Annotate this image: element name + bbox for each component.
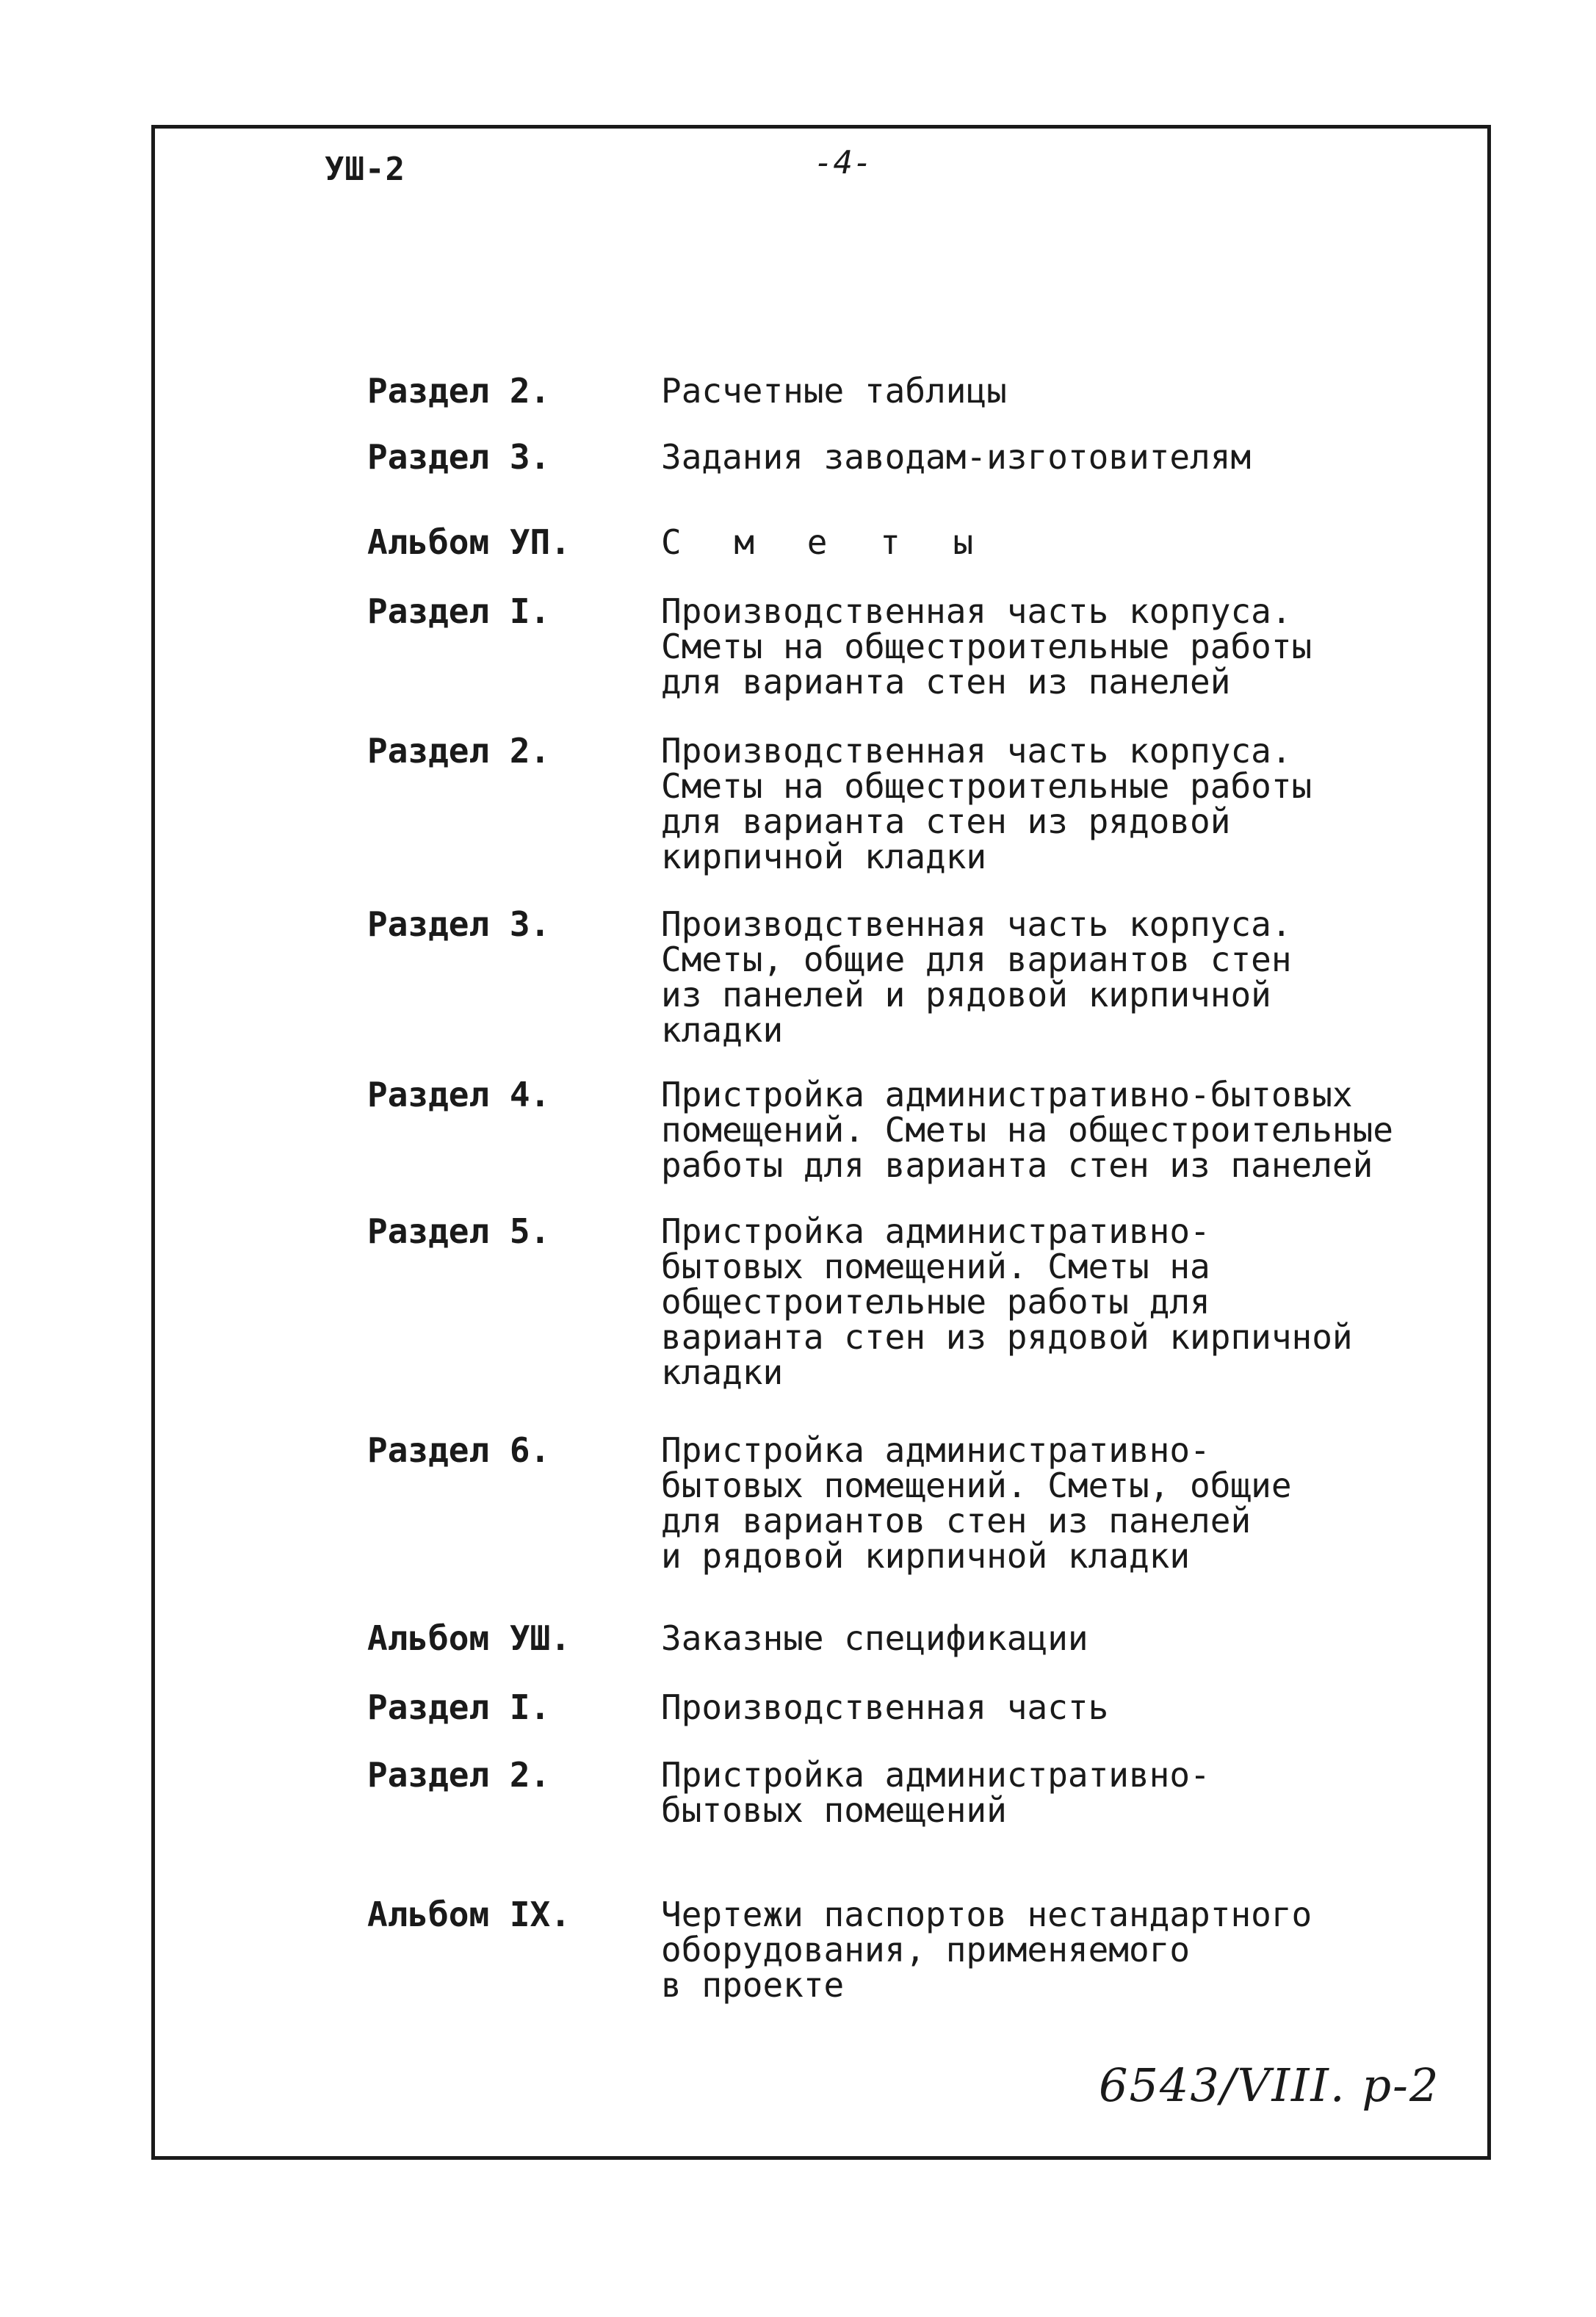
entry-text: Производственная часть корпуса. Сметы на общестроительные работы для варианта стен из рядовой кирпичной кладки xyxy=(661,731,1312,876)
list-item xyxy=(367,733,1440,874)
entry-label: Альбом УП. xyxy=(367,522,571,562)
entry-label: Альбом IX. xyxy=(367,1895,571,1934)
entry-text: Заказные спецификации xyxy=(661,1618,1088,1658)
list-item xyxy=(367,522,1440,562)
list-item xyxy=(367,439,1440,475)
entry-text: С м е т ы xyxy=(661,522,990,562)
entry-text: Расчетные таблицы xyxy=(661,371,1007,411)
list-item xyxy=(367,1897,1440,2003)
entry-label: Раздел 2. xyxy=(367,731,551,771)
list-item xyxy=(367,1211,1440,1392)
entry-label: Раздел I. xyxy=(367,591,551,631)
entry-text: Производственная часть корпуса. Сметы на общестроительные работы для варианта стен из панелей xyxy=(661,591,1312,702)
entry-label: Раздел I. xyxy=(367,1687,551,1727)
entry-label: Раздел 5. xyxy=(367,1211,551,1251)
entry-text: Пристройка административно-бытовых помещений. Сметы на общестроительные работы для варианта стен из панелей xyxy=(661,1075,1393,1185)
list-item xyxy=(367,591,1440,702)
entry-label: Раздел 6. xyxy=(367,1430,551,1470)
list-item xyxy=(367,904,1440,1050)
entry-label: Альбом УШ. xyxy=(367,1618,571,1658)
entry-text: Чертежи паспортов нестандартного оборудования, применяемого в проекте xyxy=(661,1895,1312,2005)
list-item xyxy=(367,1757,1440,1828)
page-number: -4- xyxy=(814,144,873,181)
entry-label: Раздел 4. xyxy=(367,1075,551,1114)
entry-label: Раздел 3. xyxy=(367,904,551,944)
list-item xyxy=(367,1077,1440,1183)
entry-label: Раздел 2. xyxy=(367,371,551,411)
entry-text: Производственная часть xyxy=(661,1687,1109,1727)
list-item xyxy=(367,1430,1440,1576)
list-item xyxy=(367,1618,1440,1658)
document-code: УШ-2 xyxy=(325,151,405,188)
entry-text: Пристройка административно- бытовых помещений xyxy=(661,1755,1210,1830)
list-item xyxy=(367,371,1440,411)
entry-text: Задания заводам-изготовителям xyxy=(661,437,1252,477)
entry-label: Раздел 3. xyxy=(367,437,551,477)
entry-text: Пристройка административно- бытовых помещений. Сметы на общестроительные работы для варианта стен из рядовой кирпичной кладки xyxy=(661,1211,1353,1392)
entry-text: Пристройка административно- бытовых помещений. Сметы, общие для вариантов стен из панелей и рядовой кирпичной кладки xyxy=(661,1430,1292,1576)
handwritten-signature: 6543/VIII. р-2 xyxy=(1099,2058,1440,2112)
entry-label: Раздел 2. xyxy=(367,1755,551,1795)
entry-text: Производственная часть корпуса. Сметы, общие для вариантов стен из панелей и рядовой кирпичной кладки xyxy=(661,904,1292,1050)
list-item xyxy=(367,1687,1440,1727)
